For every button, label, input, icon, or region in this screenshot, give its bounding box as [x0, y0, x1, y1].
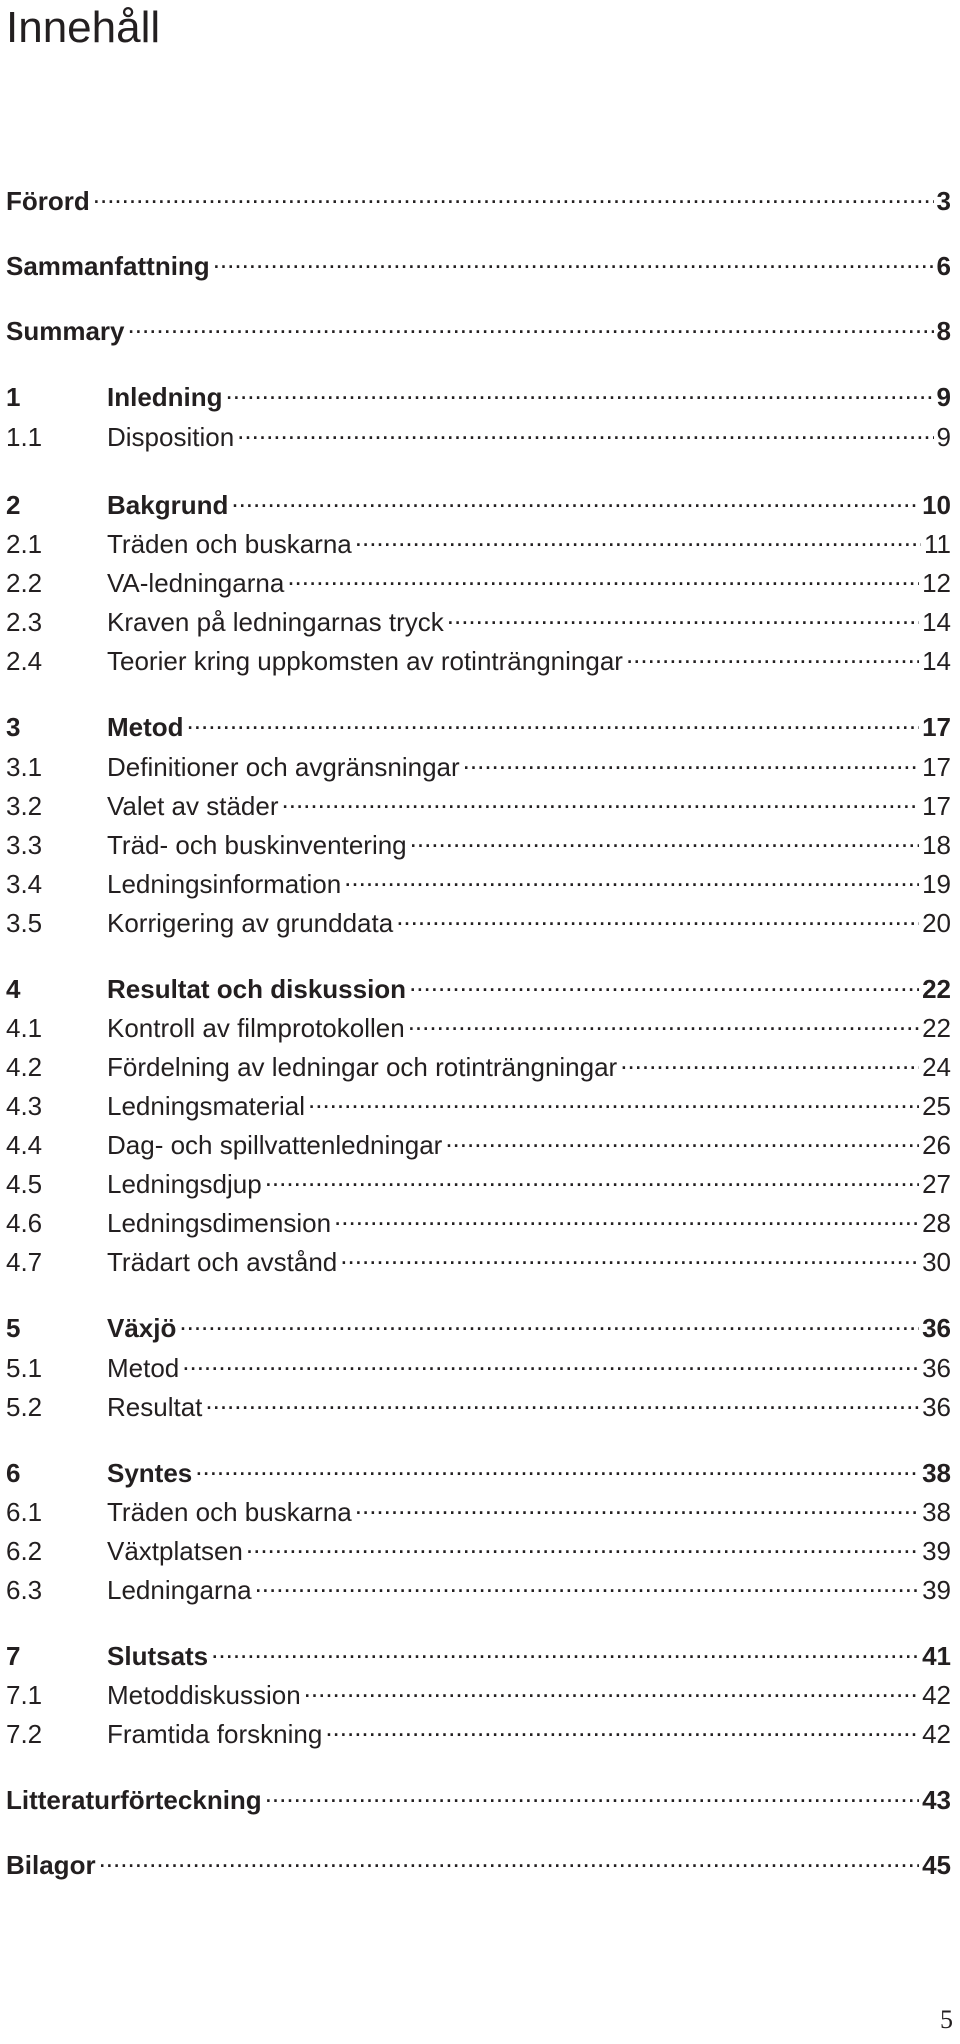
toc-entry-label: Slutsats	[107, 1641, 209, 1671]
dot-leader	[195, 1446, 919, 1482]
toc-entry-label: Kraven på ledningarnas tryck	[107, 607, 444, 637]
dot-leader	[213, 239, 934, 275]
toc-entry-number: 6	[6, 1458, 21, 1488]
toc-entry-page: 36	[922, 1392, 951, 1422]
dot-leader	[205, 1380, 919, 1416]
toc-entry-label: Fördelning av ledningar och rotinträngningar	[107, 1052, 618, 1082]
toc-entry-number: 3.3	[6, 830, 43, 860]
dot-leader	[287, 556, 919, 592]
dot-leader	[265, 1157, 919, 1193]
toc-entry-label: Teorier kring uppkomsten av rotinträngningar	[107, 646, 623, 676]
page-title: Innehåll	[6, 3, 161, 52]
toc-entry-number: 1.1	[6, 422, 43, 452]
toc-entry-number: 4	[6, 974, 21, 1004]
toc-entry	[6, 174, 951, 219]
toc-entry-number: 2.1	[6, 529, 43, 559]
toc-entry-label: Korrigering av grunddata	[107, 908, 394, 938]
toc-entry-label: Träd- och buskinventering	[107, 830, 407, 860]
toc-entry-label: Träden och buskarna	[107, 1497, 352, 1527]
toc-entry-label: Metod	[107, 1353, 180, 1383]
dot-leader	[409, 962, 919, 998]
toc-entry-page: 38	[922, 1458, 951, 1488]
toc-entry-number: 2	[6, 490, 21, 520]
toc-entry-page: 45	[922, 1850, 951, 1880]
toc-entry-page: 17	[922, 752, 951, 782]
toc-entry-page: 10	[922, 490, 951, 520]
toc-entry	[6, 1773, 951, 1818]
toc-entry-page: 14	[922, 607, 951, 637]
toc-entry-label: Ledningsinformation	[107, 869, 342, 899]
toc-entry-number: 5	[6, 1313, 21, 1343]
dot-leader	[179, 1301, 919, 1337]
toc-entry-page: 42	[922, 1719, 951, 1749]
dot-leader	[334, 1196, 919, 1232]
toc-entry-label: Metod	[107, 712, 184, 742]
toc-entry-number: 3	[6, 712, 21, 742]
toc-entry-label: Inledning	[107, 382, 223, 412]
toc-entry-page: 38	[922, 1497, 951, 1527]
dot-leader	[265, 1773, 919, 1809]
toc-entry-label: Växjö	[107, 1313, 177, 1343]
toc-entry-label: Valet av städer	[107, 791, 279, 821]
dot-leader	[128, 304, 934, 340]
toc-entry-number: 7.2	[6, 1719, 43, 1749]
dot-leader	[99, 1838, 920, 1874]
toc-entry-label: Växtplatsen	[107, 1536, 243, 1566]
toc-entry-number: 4.5	[6, 1169, 43, 1199]
toc-entry	[6, 1235, 951, 1280]
dot-leader	[226, 370, 934, 406]
toc-entry-label: Bilagor	[6, 1850, 96, 1880]
toc-entry-page: 8	[936, 316, 951, 346]
toc-entry-number: 2.3	[6, 607, 43, 637]
toc-entry	[6, 1563, 951, 1608]
dot-leader	[93, 174, 934, 210]
toc-entry-number: 6.2	[6, 1536, 43, 1566]
dot-leader	[344, 857, 919, 893]
toc-entry-page: 39	[922, 1536, 951, 1566]
toc-entry-number: 3.4	[6, 869, 43, 899]
dot-leader	[396, 896, 919, 932]
toc-entry-page: 20	[922, 908, 951, 938]
toc-entry-page: 26	[922, 1130, 951, 1160]
toc-entry-number: 2.2	[6, 568, 43, 598]
toc-entry-label: Litteraturförteckning	[6, 1785, 262, 1815]
toc-entry-label: Resultat	[107, 1392, 203, 1422]
toc-entry	[6, 1838, 951, 1883]
toc-entry-page: 9	[936, 382, 951, 412]
toc-entry-page: 39	[922, 1575, 951, 1605]
dot-leader	[187, 700, 920, 736]
dot-leader	[231, 478, 919, 514]
dot-leader	[182, 1341, 919, 1377]
toc-entry-page: 18	[922, 830, 951, 860]
toc-entry	[6, 370, 951, 415]
toc-entry	[6, 1380, 951, 1425]
toc-entry-page: 22	[922, 974, 951, 1004]
toc-entry-number: 6.3	[6, 1575, 43, 1605]
toc-entry	[6, 700, 951, 745]
dot-leader	[255, 1563, 920, 1599]
toc-entry-number: 3.1	[6, 752, 43, 782]
dot-leader	[445, 1118, 919, 1154]
toc-entry-label: Trädart och avstånd	[107, 1247, 338, 1277]
toc-entry-label: Ledningsdjup	[107, 1169, 262, 1199]
toc-entry-label: Disposition	[107, 422, 235, 452]
toc-entry-label: Resultat och diskussion	[107, 974, 407, 1004]
toc-entry-label: Definitioner och avgränsningar	[107, 752, 460, 782]
dot-leader	[246, 1524, 919, 1560]
toc-entry-label: Förord	[6, 186, 90, 216]
toc-entry-label: Ledningarna	[107, 1575, 252, 1605]
toc-entry	[6, 1707, 951, 1752]
toc-entry-page: 36	[922, 1353, 951, 1383]
toc-entry-number: 3.5	[6, 908, 43, 938]
toc-entry-label: Ledningsmaterial	[107, 1091, 306, 1121]
dot-leader	[282, 779, 920, 815]
toc-entry-page: 14	[922, 646, 951, 676]
toc-entry-page: 3	[936, 186, 951, 216]
toc-entry-number: 2.4	[6, 646, 43, 676]
dot-leader	[355, 517, 921, 553]
dot-leader	[463, 740, 919, 776]
toc-entry-page: 36	[922, 1313, 951, 1343]
dot-leader	[620, 1040, 919, 1076]
toc-entry-page: 24	[922, 1052, 951, 1082]
dot-leader	[340, 1235, 919, 1271]
toc-entry	[6, 410, 951, 455]
toc-entry-page: 30	[922, 1247, 951, 1277]
dot-leader	[304, 1668, 919, 1704]
toc-entry-number: 6.1	[6, 1497, 43, 1527]
toc-entry-page: 11	[924, 529, 951, 559]
toc-entry-number: 4.1	[6, 1013, 43, 1043]
toc-entry	[6, 304, 951, 349]
toc-entry-label: Sammanfattning	[6, 251, 210, 281]
toc-entry-number: 4.7	[6, 1247, 43, 1277]
toc-entry-number: 5.2	[6, 1392, 43, 1422]
toc-entry-number: 7	[6, 1641, 21, 1671]
toc-entry-page: 28	[922, 1208, 951, 1238]
toc-entry	[6, 634, 951, 679]
toc-entry-page: 12	[922, 568, 951, 598]
dot-leader	[237, 410, 933, 446]
toc-entry-page: 9	[936, 422, 951, 452]
toc-entry	[6, 896, 951, 941]
table-of-contents	[6, 0, 951, 2044]
page-number: 5	[940, 2005, 953, 2034]
toc-entry-label: Framtida forskning	[107, 1719, 323, 1749]
toc-entry-page: 41	[922, 1641, 951, 1671]
toc-entry-page: 17	[922, 791, 951, 821]
dot-leader	[447, 595, 919, 631]
toc-entry-label: Dag- och spillvattenledningar	[107, 1130, 443, 1160]
toc-entry-label: Ledningsdimension	[107, 1208, 332, 1238]
toc-entry-label: Syntes	[107, 1458, 193, 1488]
toc-entry	[6, 1301, 951, 1346]
toc-entry-page: 6	[936, 251, 951, 281]
toc-entry-number: 1	[6, 382, 21, 412]
toc-entry-page: 22	[922, 1013, 951, 1043]
dot-leader	[626, 634, 919, 670]
toc-entry-page: 27	[922, 1169, 951, 1199]
toc-entry-number: 4.6	[6, 1208, 43, 1238]
toc-entry-label: Kontroll av filmprotokollen	[107, 1013, 405, 1043]
dot-leader	[408, 1001, 919, 1037]
toc-entry-number: 4.3	[6, 1091, 43, 1121]
toc-entry-label: Träden och buskarna	[107, 529, 352, 559]
toc-entry-page: 42	[922, 1680, 951, 1710]
dot-leader	[410, 818, 919, 854]
toc-entry	[6, 239, 951, 284]
toc-entry-label: Bakgrund	[107, 490, 229, 520]
toc-entry-page: 19	[922, 869, 951, 899]
dot-leader	[211, 1629, 919, 1665]
toc-entry-page: 17	[922, 712, 951, 742]
toc-entry-number: 3.2	[6, 791, 43, 821]
dot-leader	[325, 1707, 919, 1743]
toc-entry-number: 5.1	[6, 1353, 43, 1383]
toc-entry-number: 4.4	[6, 1130, 43, 1160]
dot-leader	[355, 1485, 919, 1521]
toc-entry-page: 43	[922, 1785, 951, 1815]
toc-entry-label: VA-ledningarna	[107, 568, 285, 598]
toc-entry-page: 25	[922, 1091, 951, 1121]
toc-entry-number: 7.1	[6, 1680, 43, 1710]
toc-entry-number: 4.2	[6, 1052, 43, 1082]
toc-entry-label: Metoddiskussion	[107, 1680, 301, 1710]
dot-leader	[308, 1079, 919, 1115]
toc-entry-label: Summary	[6, 316, 125, 346]
